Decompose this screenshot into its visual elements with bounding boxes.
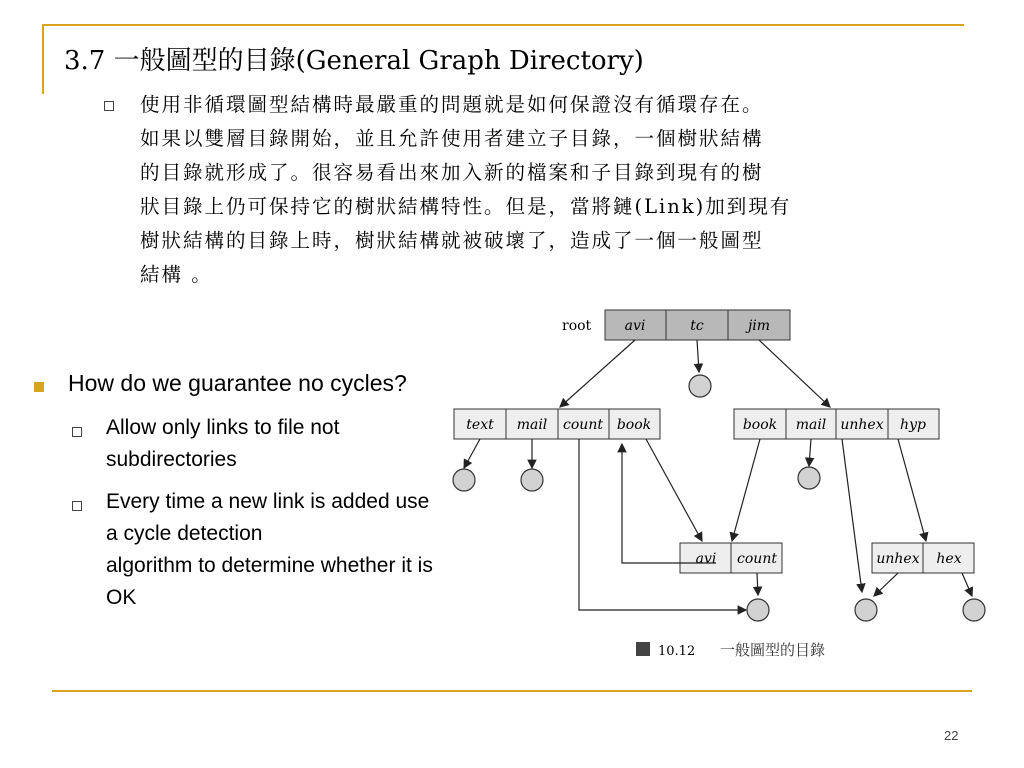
file-node xyxy=(689,375,711,397)
sub-bullet-line: subdirectories xyxy=(106,448,237,471)
dir-entry: mail xyxy=(795,417,827,433)
paragraph-line: 如果以雙層目錄開始，並且允許使用者建立子目錄，一個樹狀結構 xyxy=(140,127,764,150)
caption-marker-icon xyxy=(636,642,650,656)
sub-bullet-2 xyxy=(106,486,433,614)
root-label: root xyxy=(562,318,592,334)
sub-bullet-line: Allow only links to file not xyxy=(106,416,340,439)
dir-entry: jim xyxy=(747,318,771,334)
dir-entry: unhex xyxy=(876,551,920,567)
paragraph-line: 的目錄就形成了。很容易看出來加入新的檔案和子目錄到現有的樹 xyxy=(140,161,764,184)
root-directory xyxy=(605,310,790,340)
sub-bullet-line: algorithm to determine whether it is xyxy=(106,554,433,577)
sub-bullet-line: a cycle detection xyxy=(106,522,263,545)
file-node xyxy=(855,599,877,621)
dir-entry: tc xyxy=(690,318,704,334)
dir-entry: hyp xyxy=(900,417,926,433)
file-node xyxy=(453,469,475,491)
dir-entry: book xyxy=(616,417,652,433)
dir-entry: count xyxy=(563,417,603,433)
dir-entry: hex xyxy=(936,551,962,567)
caption-text: 一般圖型的目錄 xyxy=(720,641,826,659)
dir-entry: unhex xyxy=(840,417,884,433)
right-lower-directory xyxy=(872,543,974,573)
page-number: 22 xyxy=(944,728,959,743)
sub-bullet-1 xyxy=(106,412,339,476)
figure-caption xyxy=(636,641,825,659)
caption-number: 10.12 xyxy=(658,644,696,659)
main-bullet-text: How do we guarantee no cycles? xyxy=(68,370,407,396)
left-directory xyxy=(454,409,660,439)
top-rule xyxy=(42,24,964,26)
main-bullet-icon xyxy=(34,382,44,392)
file-node xyxy=(521,469,543,491)
sub-bullet-line: OK xyxy=(106,586,137,609)
bottom-rule xyxy=(52,690,972,692)
sub-bullet-icon xyxy=(72,501,82,511)
dir-entry: avi xyxy=(695,551,717,567)
file-node xyxy=(747,599,769,621)
general-graph-directory-figure xyxy=(440,300,1000,670)
file-node xyxy=(798,467,820,489)
dir-entry: text xyxy=(466,417,494,433)
slide-title: 3.7 一般圖型的目錄(General Graph Directory) xyxy=(64,46,644,76)
file-node xyxy=(963,599,985,621)
mid-directory xyxy=(680,543,782,573)
paragraph-line: 使用非循環圖型結構時最嚴重的問題就是如何保證沒有循環存在。 xyxy=(140,93,764,116)
paragraph-line: 結構 。 xyxy=(140,263,213,286)
dir-entry: count xyxy=(737,551,777,567)
cjk-paragraph xyxy=(140,88,980,292)
sub-bullet-line: Every time a new link is added use xyxy=(106,490,430,513)
right-directory xyxy=(734,409,939,439)
dir-entry: mail xyxy=(516,417,548,433)
dir-entry: book xyxy=(742,417,778,433)
dir-entry: avi xyxy=(624,318,646,334)
paragraph-line: 樹狀結構的目錄上時，樹狀結構就被破壞了，造成了一個一般圖型 xyxy=(140,229,764,252)
paragraph-bullet-icon xyxy=(104,101,114,111)
left-rule xyxy=(42,24,44,94)
paragraph-line: 狀目錄上仍可保持它的樹狀結構特性。但是，當將鏈(Link)加到現有 xyxy=(140,195,792,218)
sub-bullet-icon xyxy=(72,427,82,437)
